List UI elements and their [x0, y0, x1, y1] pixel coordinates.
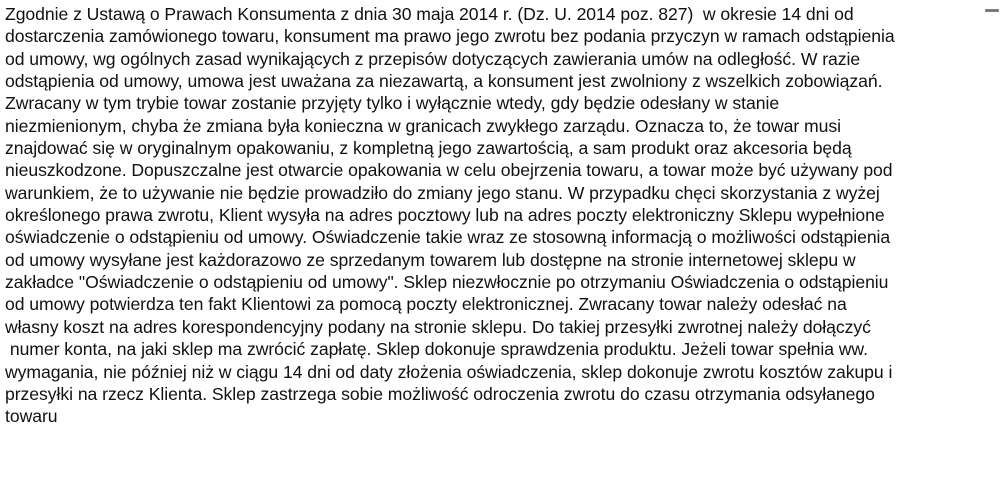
text-line: od umowy wysyłane jest każdorazowo ze sprzedanym towarem lub dostępne na stronie internetowej sklepu w	[5, 249, 856, 270]
text-line: zakładce "Oświadczenie o odstąpieniu od umowy". Sklep niezwłocznie po otrzymaniu Oświadczenia o odstąpieniu	[5, 272, 889, 293]
text-line: własny koszt na adres korespondencyjny podany na stronie sklepu. Do takiej przesyłki zwrotnej należy dołączyć	[5, 316, 871, 337]
text-line: warunkiem, że to używanie nie będzie prowadziło do zmiany jego stanu. W przypadku chęci skorzystania z wyżej	[5, 182, 880, 203]
text-line: nieuszkodzone. Dopuszczalne jest otwarcie opakowania w celu obejrzenia towaru, a towar może być używany pod	[5, 160, 893, 181]
text-line: określonego prawa zwrotu, Klient wysyła na adres pocztowy lub na adres poczty elektroniczny Sklepu wypełnione	[5, 205, 885, 226]
text-line: od umowy potwierdza ten fakt Klientowi za pomocą poczty elektronicznej. Zwracany towar należy odesłać na	[5, 294, 847, 315]
text-line: niezmienionym, chyba że zmiana była konieczna w granicach zwykłego zarządu. Oznacza to, że towar musi	[5, 115, 841, 136]
return-policy-document	[5, 3, 1001, 428]
text-line: wymagania, nie później niż w ciągu 14 dni od daty złożenia oświadczenia, sklep dokonuje zwrotu kosztów zakupu i	[5, 361, 893, 382]
text-line: od umowy, wg ogólnych zasad wynikających z przepisów dotyczących zawierania umów na odległość. W razie	[5, 48, 861, 69]
text-line: Zwracany w tym trybie towar zostanie przyjęty tylko i wyłącznie wtedy, gdy będzie odesłany w stanie	[5, 93, 780, 114]
text-line: dostarczenia zamówionego towaru, konsument ma prawo jego zwrotu bez podania przyczyn w ramach odstąpienia	[5, 26, 895, 47]
scan-artifact-mark	[985, 9, 999, 12]
text-line: znajdować się w oryginalnym opakowaniu, z kompletną jego zawartością, a sam produkt oraz akcesoria będą	[5, 138, 852, 159]
text-line: przesyłki na rzecz Klienta. Sklep zastrzega sobie możliwość odroczenia zwrotu do czasu otrzymania odsyłanego	[5, 383, 875, 404]
text-line: numer konta, na jaki sklep ma zwrócić zapłatę. Sklep dokonuje sprawdzenia produktu. Jeżeli towar spełnia ww.	[5, 339, 868, 360]
text-line: oświadczenie o odstąpieniu od umowy. Oświadczenie takie wraz ze stosowną informacją o możliwości odstąpienia	[5, 227, 891, 248]
text-line: odstąpienia od umowy, umowa jest uważana za niezawartą, a konsument jest zwolniony z wszelkich zobowiązań.	[5, 71, 883, 92]
text-line: Zgodnie z Ustawą o Prawach Konsumenta z dnia 30 maja 2014 r. (Dz. U. 2014 poz. 827) w okresie 14 dni od	[5, 4, 854, 24]
text-line: towaru	[5, 406, 58, 427]
